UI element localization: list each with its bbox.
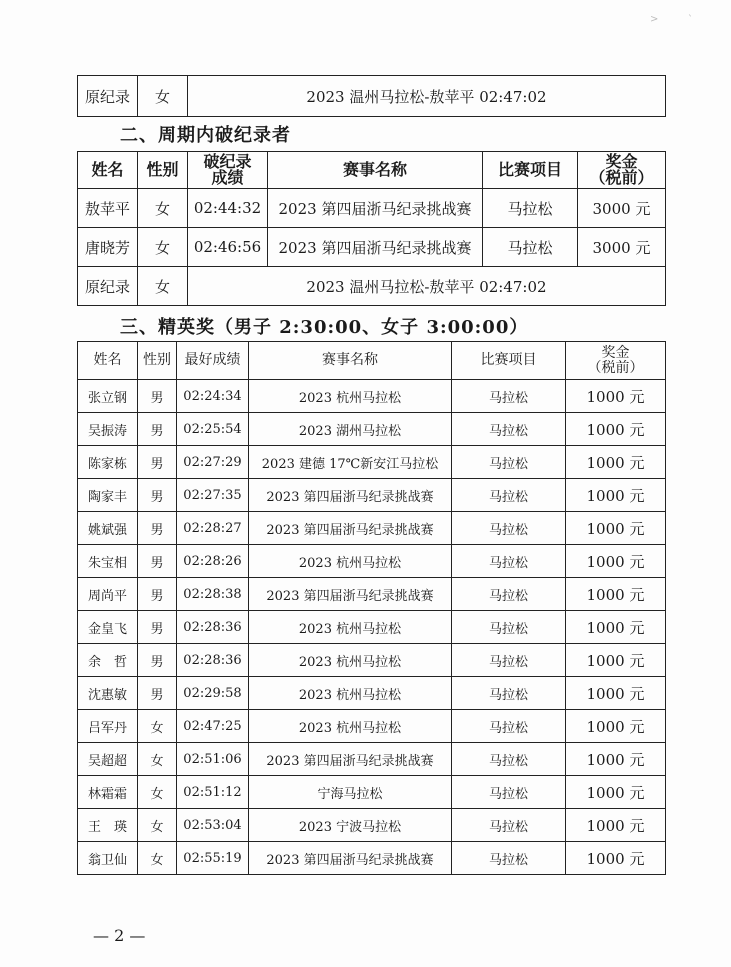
name-cell: 陶家丰: [78, 479, 138, 512]
time-cell: 02:51:12: [177, 776, 249, 809]
column-header-text: 姓名: [91, 160, 124, 179]
event-cell: 2023 第四届浙马纪录挑战赛: [249, 512, 452, 545]
scan-mark: `: [688, 15, 693, 26]
event-cell: 2023 湖州马拉松: [249, 413, 452, 446]
category-cell: 马拉松: [452, 809, 566, 842]
prize-cell: 1000 元: [566, 677, 666, 710]
time-cell: 02:47:25: [177, 710, 249, 743]
record-label: 原纪录: [78, 267, 138, 306]
prize-cell: 1000 元: [566, 545, 666, 578]
table-header-row: [78, 152, 666, 189]
category-cell: 马拉松: [452, 380, 566, 413]
name-cell: 敖苹平: [78, 189, 138, 228]
column-header-text: 比赛项目: [497, 160, 562, 179]
time-cell: 02:27:29: [177, 446, 249, 479]
gender-cell: 女: [138, 776, 177, 809]
event-cell: 宁海马拉松: [249, 776, 452, 809]
gender-cell: 女: [138, 228, 188, 267]
gender-cell: 女: [138, 76, 188, 117]
gender-cell: 男: [138, 644, 177, 677]
prize-cell: 1000 元: [566, 413, 666, 446]
category-cell: 马拉松: [452, 677, 566, 710]
gender-cell: 男: [138, 380, 177, 413]
section-heading: 三、精英奖（男子 2:30:00、女子 3:00:00）: [120, 317, 529, 338]
name-cell: 周尚平: [78, 578, 138, 611]
column-header: [177, 342, 249, 380]
column-header: [138, 342, 177, 380]
name-cell: 吴超超: [78, 743, 138, 776]
category-cell: 马拉松: [483, 189, 578, 228]
prize-cell: 1000 元: [566, 512, 666, 545]
event-cell: 2023 杭州马拉松: [249, 677, 452, 710]
event-cell: 2023 杭州马拉松: [249, 545, 452, 578]
name-cell: 吴振涛: [78, 413, 138, 446]
gender-cell: 女: [138, 809, 177, 842]
column-header: [268, 152, 483, 189]
time-cell: 02:29:58: [177, 677, 249, 710]
prize-cell: 1000 元: [566, 809, 666, 842]
gender-cell: 女: [138, 267, 188, 306]
category-cell: 马拉松: [452, 776, 566, 809]
table-row: [78, 677, 666, 710]
table-row: [78, 710, 666, 743]
gender-cell: 男: [138, 677, 177, 710]
section-heading: 二、周期内破纪录者: [120, 125, 291, 146]
column-header: [483, 152, 578, 189]
time-cell: 02:24:34: [177, 380, 249, 413]
time-cell: 02:27:35: [177, 479, 249, 512]
event-cell: 2023 杭州马拉松: [249, 380, 452, 413]
gender-cell: 男: [138, 479, 177, 512]
table-row: [78, 578, 666, 611]
time-cell: 02:28:27: [177, 512, 249, 545]
table-row: [78, 842, 666, 875]
table-row: [78, 228, 666, 267]
table-row: [78, 413, 666, 446]
event-cell: 2023 杭州马拉松: [249, 644, 452, 677]
column-header-text: 姓名: [93, 352, 122, 368]
table-row: [78, 479, 666, 512]
column-header-text: 比赛项目: [480, 352, 537, 368]
prize-cell: 1000 元: [566, 776, 666, 809]
table-row: [78, 545, 666, 578]
column-header-text: （税前）: [587, 359, 644, 376]
table-row: [78, 809, 666, 842]
record-table-top: [77, 75, 666, 117]
column-header: [78, 152, 138, 189]
name-cell: 王 瑛: [78, 809, 138, 842]
gender-cell: 女: [138, 842, 177, 875]
table-row: [78, 380, 666, 413]
name-cell: 姚斌强: [78, 512, 138, 545]
column-header-text: 性别: [143, 352, 171, 368]
table-row: [78, 189, 666, 228]
prize-cell: 1000 元: [566, 710, 666, 743]
time-cell: 02:55:19: [177, 842, 249, 875]
category-cell: 马拉松: [452, 545, 566, 578]
table-row: [78, 446, 666, 479]
prize-cell: 1000 元: [566, 644, 666, 677]
page-number: — 2 —: [93, 926, 146, 945]
category-cell: 马拉松: [452, 413, 566, 446]
event-cell: 2023 第四届浙马纪录挑战赛: [268, 189, 483, 228]
event-cell: 2023 建德 17℃新安江马拉松: [249, 446, 452, 479]
time-cell: 02:53:04: [177, 809, 249, 842]
table-row: [78, 512, 666, 545]
event-cell: 2023 第四届浙马纪录挑战赛: [268, 228, 483, 267]
prize-cell: 1000 元: [566, 743, 666, 776]
name-cell: 沈惠敏: [78, 677, 138, 710]
time-cell: 02:51:06: [177, 743, 249, 776]
name-cell: 翁卫仙: [78, 842, 138, 875]
column-header-text: 性别: [146, 160, 179, 179]
prize-cell: 3000 元: [578, 189, 666, 228]
column-header: [452, 342, 566, 380]
prize-cell: 1000 元: [566, 446, 666, 479]
time-cell: 02:28:38: [177, 578, 249, 611]
prize-cell: 1000 元: [566, 611, 666, 644]
column-header-text: 成绩: [211, 168, 244, 187]
gender-cell: 女: [138, 710, 177, 743]
name-cell: 张立钢: [78, 380, 138, 413]
category-cell: 马拉松: [452, 479, 566, 512]
column-header-text: （税前）: [589, 168, 654, 187]
event-cell: 2023 杭州马拉松: [249, 611, 452, 644]
name-cell: 金皇飞: [78, 611, 138, 644]
prize-cell: 1000 元: [566, 842, 666, 875]
event-cell: 2023 宁波马拉松: [249, 809, 452, 842]
name-cell: 余 哲: [78, 644, 138, 677]
table-row: [78, 76, 666, 117]
table-row: [78, 776, 666, 809]
gender-cell: 男: [138, 446, 177, 479]
category-cell: 马拉松: [452, 512, 566, 545]
column-header-text: 奖金: [605, 152, 638, 171]
time-cell: 02:28:36: [177, 644, 249, 677]
category-cell: 马拉松: [483, 228, 578, 267]
column-header-text: 最好成绩: [184, 352, 241, 368]
table-header-row: [78, 342, 666, 380]
event-cell: 2023 第四届浙马纪录挑战赛: [249, 479, 452, 512]
column-header: [578, 152, 666, 189]
prize-cell: 1000 元: [566, 578, 666, 611]
scan-mark: >: [650, 14, 659, 25]
column-header: [249, 342, 452, 380]
gender-cell: 女: [138, 743, 177, 776]
event-cell: 2023 第四届浙马纪录挑战赛: [249, 842, 452, 875]
table-row: [78, 267, 666, 306]
name-cell: 林霜霜: [78, 776, 138, 809]
event-cell: 2023 第四届浙马纪录挑战赛: [249, 578, 452, 611]
time-cell: 02:44:32: [188, 189, 268, 228]
record-breakers-table: [77, 151, 666, 306]
column-header-text: 破纪录: [203, 152, 252, 171]
prize-cell: 3000 元: [578, 228, 666, 267]
time-cell: 02:28:36: [177, 611, 249, 644]
prize-cell: 1000 元: [566, 380, 666, 413]
record-detail: 2023 温州马拉松-敖苹平 02:47:02: [188, 76, 666, 117]
record-label: 原纪录: [78, 76, 138, 117]
event-cell: 2023 杭州马拉松: [249, 710, 452, 743]
table-row: [78, 611, 666, 644]
name-cell: 唐晓芳: [78, 228, 138, 267]
column-header: [78, 342, 138, 380]
table-row: [78, 743, 666, 776]
category-cell: 马拉松: [452, 446, 566, 479]
column-header: [138, 152, 188, 189]
elite-award-table: [77, 341, 666, 875]
category-cell: 马拉松: [452, 842, 566, 875]
record-detail: 2023 温州马拉松-敖苹平 02:47:02: [188, 267, 666, 306]
time-cell: 02:25:54: [177, 413, 249, 446]
gender-cell: 男: [138, 413, 177, 446]
prize-cell: 1000 元: [566, 479, 666, 512]
gender-cell: 女: [138, 189, 188, 228]
category-cell: 马拉松: [452, 611, 566, 644]
name-cell: 陈家栋: [78, 446, 138, 479]
column-header-text: 奖金: [601, 344, 630, 361]
time-cell: 02:28:26: [177, 545, 249, 578]
gender-cell: 男: [138, 545, 177, 578]
gender-cell: 男: [138, 578, 177, 611]
time-cell: 02:46:56: [188, 228, 268, 267]
column-header: [188, 152, 268, 189]
name-cell: 朱宝相: [78, 545, 138, 578]
column-header-text: 赛事名称: [342, 160, 407, 179]
category-cell: 马拉松: [452, 743, 566, 776]
category-cell: 马拉松: [452, 578, 566, 611]
gender-cell: 男: [138, 611, 177, 644]
category-cell: 马拉松: [452, 710, 566, 743]
gender-cell: 男: [138, 512, 177, 545]
table-row: [78, 644, 666, 677]
name-cell: 吕军丹: [78, 710, 138, 743]
column-header: [566, 342, 666, 380]
event-cell: 2023 第四届浙马纪录挑战赛: [249, 743, 452, 776]
category-cell: 马拉松: [452, 644, 566, 677]
column-header-text: 赛事名称: [322, 352, 378, 368]
